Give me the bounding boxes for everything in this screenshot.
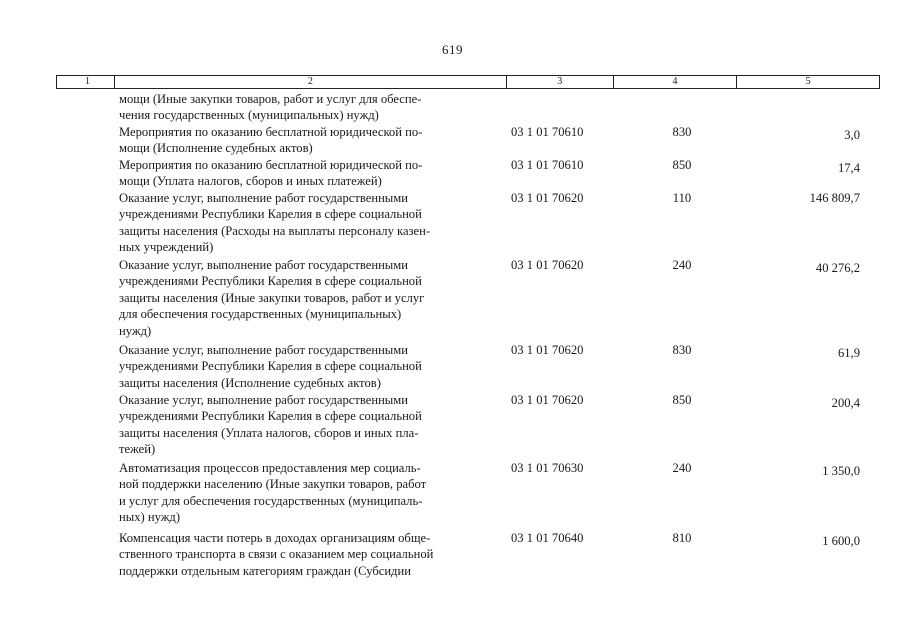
page-number: 619 xyxy=(442,42,463,57)
table-row xyxy=(0,257,905,342)
row-amount: 40 276,2 xyxy=(815,261,860,275)
row-code: 03 1 01 70620 xyxy=(511,258,584,272)
row-expense-type: 110 xyxy=(672,191,692,205)
row-code: 03 1 01 70620 xyxy=(511,343,584,357)
row-code: 03 1 01 70610 xyxy=(511,125,584,139)
row-expense-type: 810 xyxy=(672,531,692,545)
row-code: 03 1 01 70610 xyxy=(511,158,584,172)
header-col-1: 1 xyxy=(57,76,115,88)
row-code: 03 1 01 70620 xyxy=(511,393,584,407)
row-amount: 146 809,7 xyxy=(809,191,860,205)
row-description: Оказание услуг, выполнение работ государственными учреждениями Республики Карелия в сфере социальной защиты населения (Исполнение судебных актов) xyxy=(119,343,422,390)
table-row xyxy=(0,157,905,190)
row-description: Мероприятия по оказанию бесплатной юридической по- мощи (Исполнение судебных актов) xyxy=(119,125,423,156)
row-amount: 1 600,0 xyxy=(822,534,860,548)
row-expense-type: 240 xyxy=(672,461,692,475)
table-row xyxy=(0,530,905,580)
row-expense-type: 830 xyxy=(672,343,692,357)
row-amount: 200,4 xyxy=(831,396,860,410)
row-expense-type: 830 xyxy=(672,125,692,139)
row-description: Оказание услуг, выполнение работ государственными учреждениями Республики Карелия в сфере социальной защиты населения (Расходы на выплаты персоналу казен- ных учреждений) xyxy=(119,191,431,255)
table-row xyxy=(0,190,905,257)
row-code: 03 1 01 70620 xyxy=(511,191,584,205)
row-expense-type: 850 xyxy=(672,393,692,407)
row-code: 03 1 01 70630 xyxy=(511,461,584,475)
table-row xyxy=(0,392,905,460)
table-row xyxy=(0,460,905,530)
header-col-5: 5 xyxy=(805,76,811,87)
table-body xyxy=(0,91,905,580)
header-col-3: 3 xyxy=(507,76,614,88)
row-amount: 17,4 xyxy=(837,161,860,175)
table-row xyxy=(0,91,905,124)
row-amount: 61,9 xyxy=(837,346,860,360)
row-description: Компенсация части потерь в доходах организациям обще- ственного транспорта в связи с оказанием мер социальной поддержки отдельным категориям граждан (Субсидии xyxy=(119,531,434,578)
row-description: Автоматизация процессов предоставления мер социаль- ной поддержки населению (Иные закупки товаров, работ и услуг для обеспечения государственных (муниципаль- ных) нужд) xyxy=(119,461,427,525)
row-description: Мероприятия по оказанию бесплатной юридической по- мощи (Уплата налогов, сборов и иных платежей) xyxy=(119,158,423,189)
table-header-row xyxy=(56,75,880,89)
row-description: мощи (Иные закупки товаров, работ и услуг для обеспе- чения государственных (муниципальных) нужд) xyxy=(119,92,422,123)
row-expense-type: 240 xyxy=(672,258,692,272)
row-amount: 1 350,0 xyxy=(822,464,860,478)
header-col-4: 4 xyxy=(614,76,738,88)
table-row xyxy=(0,124,905,157)
row-description: Оказание услуг, выполнение работ государственными учреждениями Республики Карелия в сфере социальной защиты населения (Иные закупки товаров, работ и услуг для обеспечения государственных (муниципальных) нужд) xyxy=(119,258,425,338)
header-col-2: 2 xyxy=(115,76,507,88)
row-amount: 3,0 xyxy=(844,128,860,142)
row-description: Оказание услуг, выполнение работ государственными учреждениями Республики Карелия в сфере социальной защиты населения (Уплата налогов, сборов и иных пла- тежей) xyxy=(119,393,422,457)
table-row xyxy=(0,342,905,392)
row-code: 03 1 01 70640 xyxy=(511,531,584,545)
row-expense-type: 850 xyxy=(672,158,692,172)
